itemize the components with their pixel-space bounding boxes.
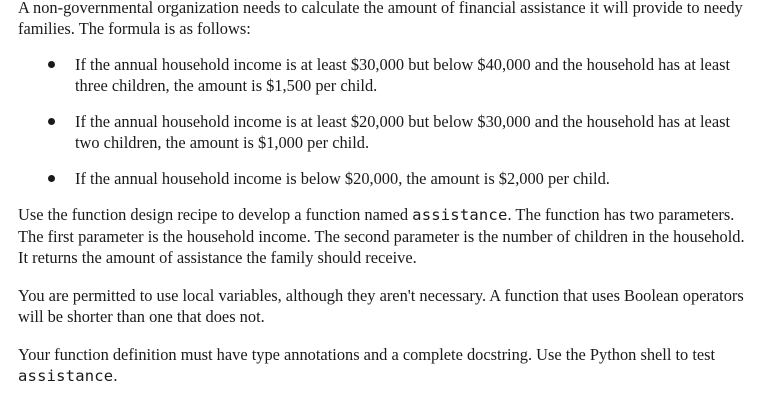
- function-name-code: assistance: [412, 206, 508, 224]
- paragraph-text: . The function has two parameters. The first parameter is the household income. The second parameter is the number of children in the household. It returns the amount of assistance the family should receive.: [18, 205, 745, 267]
- list-item-text: If the annual household income is below $20,000, the amount is $2,000 per child.: [75, 169, 610, 188]
- paragraph-text: .: [113, 366, 118, 385]
- paragraph-text: Use the function design recipe to develop a function named: [18, 205, 413, 224]
- bullet-icon: [48, 61, 55, 68]
- bullet-icon: [48, 118, 55, 125]
- function-name-code: assistance: [18, 367, 114, 385]
- list-item-text: If the annual household income is at least $30,000 but below $40,000 and the household has at least three children, the amount is $1,500 per child.: [75, 55, 731, 95]
- list-item: [18, 54, 758, 96]
- requirements-paragraph: [18, 344, 758, 387]
- list-item-text: If the annual household income is at least $20,000 but below $30,000 and the household has at least two children, the amount is $1,000 per child.: [75, 112, 731, 152]
- document: [18, 0, 758, 387]
- local-variables-paragraph: You are permitted to use local variables, although they aren't necessary. A function that uses Boolean operators will be shorter than one that does not.: [18, 286, 744, 326]
- list-item: [18, 168, 758, 189]
- design-recipe-paragraph: [18, 204, 758, 268]
- bullet-icon: [48, 175, 55, 182]
- paragraph-text: Your function definition must have type annotations and a complete docstring. Use the Python shell to test: [18, 345, 716, 364]
- intro-paragraph: A non-governmental organization needs to calculate the amount of financial assistance it will provide to needy families. The formula is as follows:: [18, 0, 743, 38]
- formula-list: [18, 54, 758, 189]
- list-item: [18, 111, 758, 153]
